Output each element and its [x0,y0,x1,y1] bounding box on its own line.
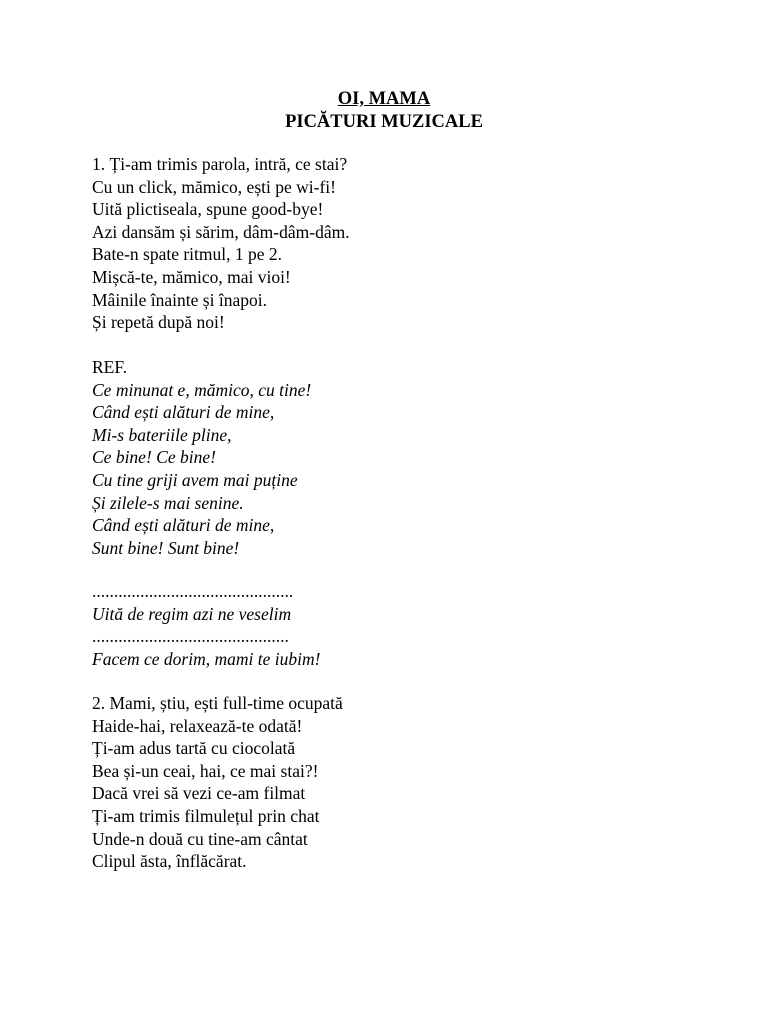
verse-1-line: Cu un click, mămico, ești pe wi-fi! [92,176,336,197]
verse-1-line: Uită plictiseala, spune good-bye! [92,199,324,220]
song-subtitle: PICĂTURI MUZICALE [285,112,483,132]
verse-2-line: Unde-n două cu tine-am cântat [92,828,308,849]
verse-2-line: Ți-am adus tartă cu ciocolată [92,738,296,759]
refrain-line: Mi-s bateriile pline, [92,424,232,445]
refrain-label: REF. [92,357,128,377]
verse-2-line: Bea și-un ceai, hai, ce mai stai?! [92,760,319,781]
refrain-line: Cu tine griji avem mai puține [92,469,298,490]
refrain-line: Ce bine! Ce bine! [92,447,216,468]
verse-1 [92,153,712,334]
verse-2-line: Ți-am trimis filmulețul prin chat [92,805,320,826]
refrain-line: Ce minunat e, mămico, cu tine! [92,379,312,400]
bridge-line: .............................................. [92,581,294,601]
bridge [92,580,712,670]
verse-1-line: Mișcă-te, mămico, mai vioi! [92,266,291,287]
verse-1-line: Bate-n spate ritmul, 1 pe 2. [92,244,283,265]
verse-2-line: Clipul ăsta, înflăcărat. [92,851,247,872]
verse-2-line: Dacă vrei să vezi ce-am filmat [92,783,306,804]
verse-2-line: Haide-hai, relaxează-te odată! [92,715,303,736]
refrain-line: Și zilele-s mai senine. [92,492,244,513]
verse-1-line: 1. Ți-am trimis parola, intră, ce stai? [92,154,348,174]
verse-2 [92,692,712,873]
refrain [92,356,712,559]
bridge-line: ............................................. [92,626,289,647]
bridge-line: Uită de regim azi ne veselim [92,603,292,624]
verse-2-line: 2. Mami, știu, ești full-time ocupată [92,693,343,713]
verse-1-line: Azi dansăm și sărim, dâm-dâm-dâm. [92,221,350,242]
verse-1-line: Și repetă după noi! [92,312,225,333]
song-title: OI, MAMA [337,89,431,109]
refrain-line: Când ești alături de mine, [92,515,275,536]
bridge-line: Facem ce dorim, mami te iubim! [92,648,321,669]
refrain-line: Sunt bine! Sunt bine! [92,537,240,558]
verse-1-line: Mâinile înainte și înapoi. [92,289,267,310]
refrain-line: Când ești alături de mine, [92,402,275,423]
